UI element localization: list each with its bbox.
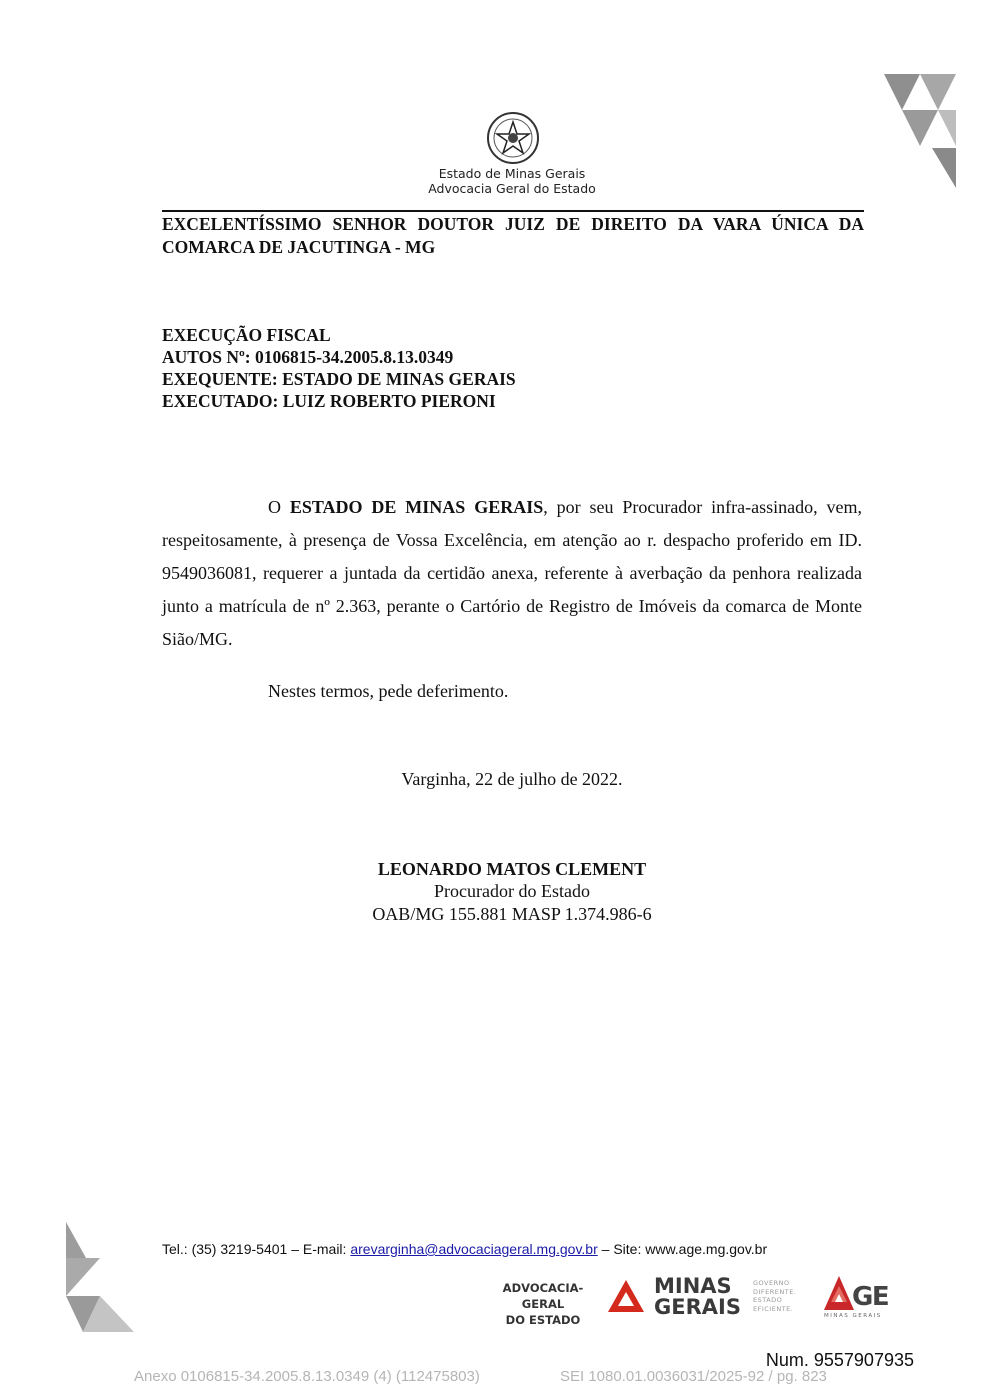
addressee-line-1: EXCELENTÍSSIMO SENHOR DOUTOR JUIZ DE DIREITO DA VARA ÚNICA DA <box>162 214 864 234</box>
logo-gov-line-2: DIFERENTE. <box>753 1287 797 1296</box>
logo-gov-slogan <box>753 1279 796 1313</box>
case-defendant: EXECUTADO: LUIZ ROBERTO PIERONI <box>162 391 496 411</box>
signer-name: LEONARDO MATOS CLEMENT <box>377 859 647 879</box>
org-name: Estado de Minas Gerais <box>438 166 586 181</box>
document-number: Num. 9557907935 <box>765 1350 914 1370</box>
body-paragraph-2 <box>162 675 862 708</box>
logo-gov-line-4: EFICIENTE. <box>753 1304 794 1313</box>
age-mark-text: GE <box>852 1282 889 1312</box>
signer-role: Procurador do Estado <box>434 881 590 901</box>
annex-reference: Anexo 0106815-34.2005.8.13.0349 (4) (112475803) <box>134 1368 480 1385</box>
coat-of-arms-icon <box>485 110 541 166</box>
case-plaintiff: EXEQUENTE: ESTADO DE MINAS GERAIS <box>162 369 516 389</box>
body-lead: O <box>268 497 290 517</box>
header-rule <box>162 210 864 212</box>
footer-tel: Tel.: (35) 3219-5401 – E-mail: <box>162 1241 351 1257</box>
logo-age-text <box>484 1280 602 1328</box>
logo-age-line-1: ADVOCACIA-GERAL <box>502 1281 584 1311</box>
age-mark-subtitle: MINAS GERAIS <box>824 1313 882 1319</box>
logo-age-line-2: DO ESTADO <box>505 1313 581 1327</box>
logo-gov-line-1: GOVERNO <box>753 1279 790 1287</box>
logo-mg-line-1: MINAS <box>654 1274 732 1298</box>
place-date: Varginha, 22 de julho de 2022. <box>401 769 623 789</box>
logo-gov-line-3: ESTADO <box>753 1296 783 1304</box>
logo-mg-line-2: GERAIS <box>654 1295 741 1319</box>
decorative-triangles-bottom <box>64 1220 138 1336</box>
logo-minas-gerais <box>654 1276 741 1318</box>
body-paragraph-1 <box>162 491 862 656</box>
closing-request: Nestes termos, pede deferimento. <box>268 681 509 701</box>
sei-reference: SEI 1080.01.0036031/2025-92 / pg. 823 <box>560 1368 827 1385</box>
footer-email-link[interactable]: arevarginha@advocaciageral.mg.gov.br <box>350 1241 598 1257</box>
signer-ids: OAB/MG 155.881 MASP 1.374.986-6 <box>372 904 652 924</box>
footer-site: – Site: www.age.mg.gov.br <box>597 1241 768 1257</box>
case-type: EXECUÇÃO FISCAL <box>162 325 331 345</box>
body-party: ESTADO DE MINAS GERAIS <box>289 497 544 517</box>
footer-contact <box>162 1241 767 1257</box>
case-number: AUTOS Nº: 0106815-34.2005.8.13.0349 <box>162 347 454 367</box>
age-triangle-mark-icon <box>822 1274 856 1314</box>
addressee-line-2: COMARCA DE JACUTINGA - MG <box>162 237 436 257</box>
red-triangle-logo-icon <box>606 1278 646 1314</box>
org-department: Advocacia Geral do Estado <box>428 181 596 196</box>
body-text: , por seu Procurador infra-assinado, vem, respeitosamente, à presença de Vossa Excelência, em atenção ao r. despacho proferido em ID. 9549036081, requerer a juntada da certidão anexa, referente à averbação da penhora realizada junto a matrícula de nº 2.363, perante o Cartório de Registro de Imóveis da comarca de Monte Sião/MG. <box>162 497 862 649</box>
